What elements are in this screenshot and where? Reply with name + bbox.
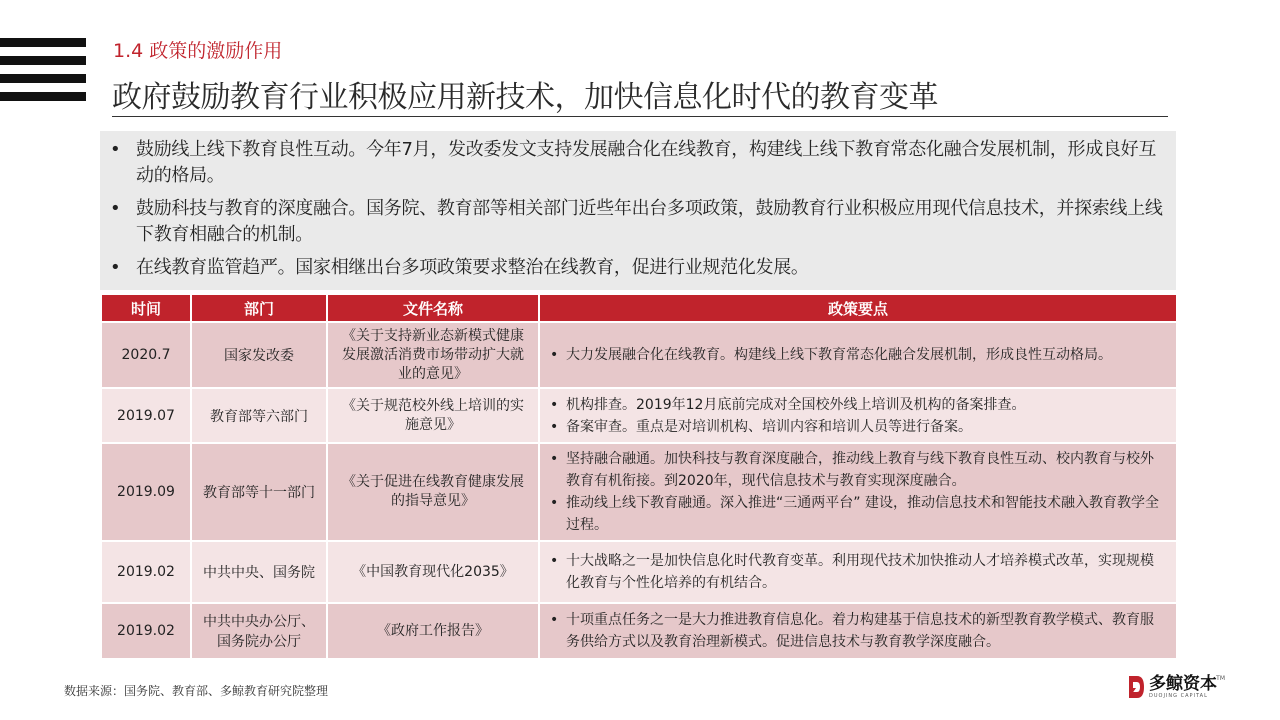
- bullet-item: • 鼓励科技与教育的深度融合。国务院、教育部等相关部门近些年出台多项政策，鼓励教育行业积极应用现代信息技术，并探索线上线下教育相融合的机制。: [136, 196, 1166, 248]
- cell-points: [540, 604, 1176, 658]
- header-points: 政策要点: [540, 295, 1176, 321]
- table-row: [102, 604, 1176, 658]
- cell-doc: 《政府工作报告》: [328, 604, 538, 658]
- cell-dept: 教育部等十一部门: [192, 444, 326, 540]
- point-item: • 十项重点任务之一是大力推进教育信息化。着力构建基于信息技术的新型教育教学模式、教育服务供给方式以及教育治理新模式。促进信息技术与教育教学深度融合。: [550, 609, 1166, 653]
- cell-dept: 教育部等六部门: [192, 389, 326, 442]
- policy-table: [100, 293, 1178, 660]
- cell-time: 2019.02: [102, 604, 190, 658]
- point-item: • 十大战略之一是加快信息化时代教育变革。利用现代技术加快推动人才培养模式改革，实现规模化教育与个性化培养的有机结合。: [550, 550, 1166, 594]
- cell-doc: 《中国教育现代化2035》: [328, 542, 538, 602]
- section-label: 1.4 政策的激励作用: [113, 40, 283, 62]
- point-item: • 推动线上线下教育融通。深入推进“三通两平台” 建设，推动信息技术和智能技术融入教育教学全过程。: [550, 492, 1166, 536]
- table-row: [102, 542, 1176, 602]
- point-item: • 大力发展融合化在线教育。构建线上线下教育常态化融合发展机制，形成良性互动格局。: [550, 344, 1166, 366]
- cell-doc: 《关于支持新业态新模式健康发展激活消费市场带动扩大就业的意见》: [328, 323, 538, 387]
- table-row: [102, 323, 1176, 387]
- cell-time: 2020.7: [102, 323, 190, 387]
- data-source-note: 数据来源：国务院、教育部、多鲸教育研究院整理: [64, 684, 329, 698]
- brand-name: 多鲸资本: [1149, 674, 1217, 694]
- bullet-item: • 在线教育监管趋严。国家相继出台多项政策要求整治在线教育，促进行业规范化发展。: [136, 255, 1166, 281]
- brand-logo: [1127, 674, 1225, 700]
- cell-dept: 国家发改委: [192, 323, 326, 387]
- cell-points: [540, 323, 1176, 387]
- header-time: 时间: [102, 295, 190, 321]
- title-divider: [112, 116, 1168, 117]
- point-item: • 坚持融合融通。加快科技与教育深度融合，推动线上教育与线下教育良性互动、校内教育与校外教育有机衔接。到2020年，现代信息技术与教育实现深度融合。: [550, 448, 1166, 492]
- whale-logo-icon: [1127, 674, 1145, 700]
- point-item: • 备案审查。重点是对培训机构、培训内容和培训人员等进行备案。: [550, 416, 1166, 438]
- cell-dept: 中共中央、国务院: [192, 542, 326, 602]
- table-header-row: [102, 295, 1176, 321]
- brand-subtitle: DUOJING CAPITAL: [1149, 693, 1208, 699]
- cell-dept: 中共中央办公厅、国务院办公厅: [192, 604, 326, 658]
- cell-time: 2019.07: [102, 389, 190, 442]
- cell-doc: 《关于促进在线教育健康发展的指导意见》: [328, 444, 538, 540]
- cell-doc: 《关于规范校外线上培训的实施意见》: [328, 389, 538, 442]
- summary-bullets: [100, 131, 1176, 290]
- point-item: • 机构排查。2019年12月底前完成对全国校外线上培训及机构的备案排查。: [550, 394, 1166, 416]
- trademark-mark: TM: [1216, 675, 1225, 682]
- cell-points: [540, 444, 1176, 540]
- cell-time: 2019.02: [102, 542, 190, 602]
- page-title: 政府鼓励教育行业积极应用新技术，加快信息化时代的教育变革: [112, 80, 938, 115]
- table-row: [102, 444, 1176, 540]
- header-dept: 部门: [192, 295, 326, 321]
- bullet-item: • 鼓励线上线下教育良性互动。今年7月，发改委发文支持发展融合化在线教育，构建线上线下教育常态化融合发展机制，形成良好互动的格局。: [136, 137, 1166, 189]
- cell-points: [540, 389, 1176, 442]
- header-doc: 文件名称: [328, 295, 538, 321]
- cell-points: [540, 542, 1176, 602]
- table-row: [102, 389, 1176, 442]
- menu-bars-icon: [0, 38, 86, 110]
- cell-time: 2019.09: [102, 444, 190, 540]
